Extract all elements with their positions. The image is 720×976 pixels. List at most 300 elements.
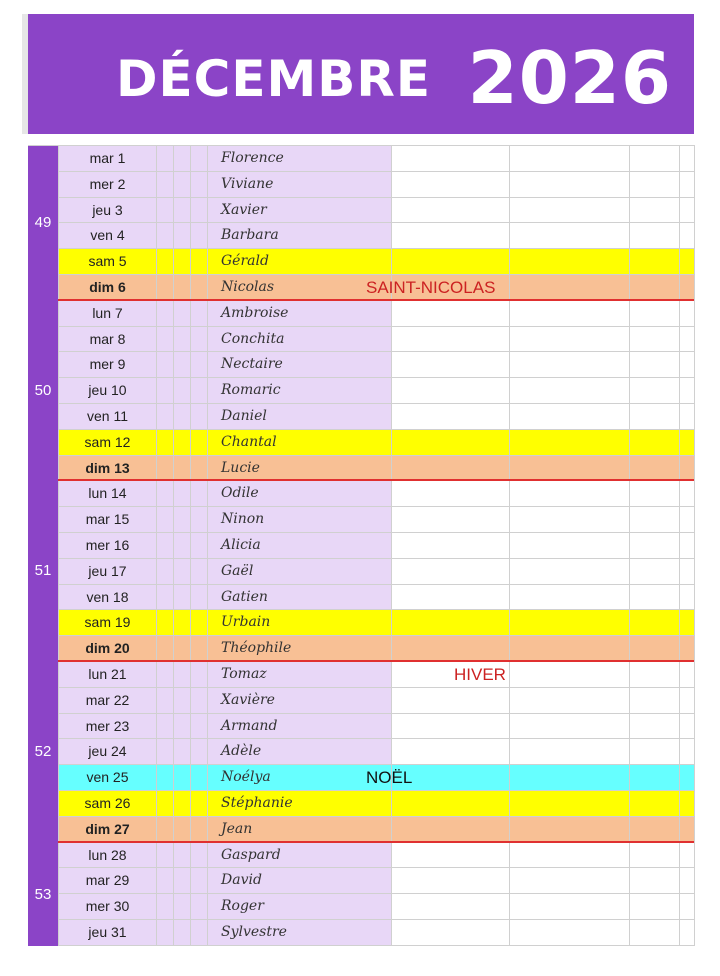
note-cell <box>509 791 629 817</box>
note-cell <box>509 714 629 740</box>
blank-cell <box>156 714 173 740</box>
note-cell <box>679 146 694 172</box>
note-cell <box>679 378 694 404</box>
blank-cell <box>156 378 173 404</box>
day-row <box>28 378 694 404</box>
note-cell <box>679 714 694 740</box>
note-cell <box>509 868 629 894</box>
note-cell <box>391 507 509 533</box>
day-label: jeu 10 <box>58 378 156 404</box>
saint-name: Chantal <box>207 430 391 456</box>
note-cell <box>629 249 679 275</box>
day-row <box>28 559 694 585</box>
calendar-header <box>28 14 694 134</box>
saint-name: Romaric <box>207 378 391 404</box>
saint-name: Urbain <box>207 610 391 636</box>
note-cell <box>679 301 694 327</box>
blank-cell <box>156 172 173 198</box>
day-row <box>28 249 694 275</box>
saint-name: Ambroise <box>207 301 391 327</box>
note-cell <box>629 198 679 224</box>
day-row <box>28 688 694 714</box>
blank-cell <box>190 765 207 791</box>
note-cell <box>629 585 679 611</box>
note-cell <box>679 765 694 791</box>
note-cell <box>679 791 694 817</box>
saint-name: Gatien <box>207 585 391 611</box>
week-number: 49 <box>28 146 58 301</box>
blank-cell <box>190 714 207 740</box>
blank-cell <box>156 275 173 299</box>
blank-cell <box>156 352 173 378</box>
note-cell <box>679 559 694 585</box>
blank-cell <box>173 223 190 249</box>
blank-cell <box>190 198 207 224</box>
year-title: 2026 <box>467 36 672 120</box>
note-cell <box>509 456 629 480</box>
day-row <box>28 198 694 224</box>
blank-cell <box>173 843 190 869</box>
note-cell <box>391 198 509 224</box>
blank-cell <box>190 172 207 198</box>
blank-cell <box>190 585 207 611</box>
day-row <box>28 481 694 507</box>
blank-cell <box>156 456 173 480</box>
note-cell <box>629 301 679 327</box>
saint-name: Stéphanie <box>207 791 391 817</box>
note-cell <box>391 868 509 894</box>
day-label: ven 4 <box>58 223 156 249</box>
day-label: sam 19 <box>58 610 156 636</box>
day-row <box>28 327 694 353</box>
day-row <box>28 894 694 920</box>
saint-name: Viviane <box>207 172 391 198</box>
note-cell <box>629 843 679 869</box>
saint-name: Gérald <box>207 249 391 275</box>
note-cell <box>509 533 629 559</box>
blank-cell <box>156 791 173 817</box>
blank-cell <box>173 868 190 894</box>
note-cell <box>629 507 679 533</box>
blank-cell <box>190 301 207 327</box>
blank-cell <box>156 894 173 920</box>
blank-cell <box>173 275 190 299</box>
blank-cell <box>156 739 173 765</box>
blank-cell <box>173 172 190 198</box>
note-cell <box>391 714 509 740</box>
blank-cell <box>190 533 207 559</box>
day-row <box>28 739 694 765</box>
note-cell <box>629 688 679 714</box>
note-cell <box>629 378 679 404</box>
note-cell <box>629 172 679 198</box>
day-label: mer 9 <box>58 352 156 378</box>
note-cell <box>629 559 679 585</box>
day-row <box>28 352 694 378</box>
blank-cell <box>156 559 173 585</box>
blank-cell <box>156 430 173 456</box>
blank-cell <box>190 456 207 480</box>
blank-cell <box>190 636 207 660</box>
note-cell <box>391 894 509 920</box>
note-cell <box>679 172 694 198</box>
day-row <box>28 868 694 894</box>
note-cell <box>629 146 679 172</box>
blank-cell <box>156 610 173 636</box>
note-cell <box>509 559 629 585</box>
day-label: jeu 17 <box>58 559 156 585</box>
blank-cell <box>156 481 173 507</box>
day-row <box>28 765 694 791</box>
day-label: mer 30 <box>58 894 156 920</box>
event-label: NOËL <box>366 768 413 788</box>
blank-cell <box>173 352 190 378</box>
note-cell <box>391 249 509 275</box>
day-row <box>28 507 694 533</box>
note-cell <box>679 817 694 841</box>
note-cell <box>509 817 629 841</box>
note-cell <box>509 198 629 224</box>
blank-cell <box>156 507 173 533</box>
note-cell <box>629 456 679 480</box>
month-title: DÉCEMBRE <box>116 50 432 108</box>
note-cell <box>509 275 629 299</box>
blank-cell <box>190 404 207 430</box>
day-label: lun 21 <box>58 662 156 688</box>
blank-cell <box>190 791 207 817</box>
day-row <box>28 714 694 740</box>
note-cell <box>679 688 694 714</box>
note-cell <box>391 559 509 585</box>
day-label: jeu 3 <box>58 198 156 224</box>
note-cell <box>679 352 694 378</box>
week-number: 52 <box>28 662 58 843</box>
calendar-grid <box>28 145 695 946</box>
blank-cell <box>173 456 190 480</box>
blank-cell <box>173 430 190 456</box>
event-label: SAINT-NICOLAS <box>366 277 496 297</box>
note-cell <box>391 817 509 841</box>
day-row <box>28 920 694 946</box>
blank-cell <box>173 404 190 430</box>
note-cell <box>509 585 629 611</box>
note-cell <box>629 352 679 378</box>
note-cell <box>629 430 679 456</box>
blank-cell <box>173 662 190 688</box>
blank-cell <box>173 585 190 611</box>
note-cell <box>629 791 679 817</box>
day-label: sam 12 <box>58 430 156 456</box>
day-label: mar 22 <box>58 688 156 714</box>
saint-name: Jean <box>207 817 391 841</box>
note-cell <box>679 920 694 946</box>
note-cell <box>509 662 629 688</box>
blank-cell <box>156 533 173 559</box>
note-cell <box>509 301 629 327</box>
day-label: sam 26 <box>58 791 156 817</box>
blank-cell <box>190 739 207 765</box>
note-cell <box>509 404 629 430</box>
saint-name: Conchita <box>207 327 391 353</box>
note-cell <box>509 507 629 533</box>
day-label: mer 23 <box>58 714 156 740</box>
note-cell <box>679 739 694 765</box>
blank-cell <box>173 559 190 585</box>
day-row <box>28 146 694 172</box>
blank-cell <box>173 249 190 275</box>
blank-cell <box>190 223 207 249</box>
blank-cell <box>173 636 190 660</box>
note-cell <box>629 533 679 559</box>
week-number: 53 <box>28 843 58 946</box>
blank-cell <box>156 404 173 430</box>
blank-cell <box>173 920 190 946</box>
week-number: 50 <box>28 301 58 482</box>
blank-cell <box>156 765 173 791</box>
note-cell <box>679 223 694 249</box>
note-cell <box>509 636 629 660</box>
saint-name: Adèle <box>207 739 391 765</box>
saint-name: Nectaire <box>207 352 391 378</box>
blank-cell <box>173 481 190 507</box>
day-row <box>28 456 694 482</box>
saint-name: Nicolas <box>207 275 391 299</box>
day-label: mar 1 <box>58 146 156 172</box>
blank-cell <box>190 868 207 894</box>
blank-cell <box>190 249 207 275</box>
note-cell <box>391 146 509 172</box>
saint-name: Ninon <box>207 507 391 533</box>
saint-name: Gaël <box>207 559 391 585</box>
day-row <box>28 172 694 198</box>
day-row <box>28 301 694 327</box>
blank-cell <box>156 636 173 660</box>
day-label: dim 6 <box>58 275 156 299</box>
note-cell <box>391 378 509 404</box>
note-cell <box>679 533 694 559</box>
note-cell <box>679 636 694 660</box>
blank-cell <box>156 198 173 224</box>
note-cell <box>509 688 629 714</box>
saint-name: Daniel <box>207 404 391 430</box>
note-cell <box>629 404 679 430</box>
day-label: dim 20 <box>58 636 156 660</box>
note-cell <box>509 172 629 198</box>
day-label: mar 29 <box>58 868 156 894</box>
day-label: jeu 24 <box>58 739 156 765</box>
note-cell <box>391 688 509 714</box>
saint-name: Noélya <box>207 765 391 791</box>
note-cell <box>391 739 509 765</box>
blank-cell <box>190 688 207 714</box>
blank-cell <box>156 223 173 249</box>
note-cell <box>509 327 629 353</box>
day-label: ven 11 <box>58 404 156 430</box>
day-row <box>28 404 694 430</box>
saint-name: Sylvestre <box>207 920 391 946</box>
blank-cell <box>173 688 190 714</box>
blank-cell <box>173 198 190 224</box>
blank-cell <box>190 481 207 507</box>
blank-cell <box>190 146 207 172</box>
blank-cell <box>190 817 207 841</box>
day-row <box>28 662 694 688</box>
note-cell <box>509 249 629 275</box>
saint-name: Roger <box>207 894 391 920</box>
blank-cell <box>173 765 190 791</box>
day-label: mer 2 <box>58 172 156 198</box>
note-cell <box>629 765 679 791</box>
note-cell <box>679 481 694 507</box>
note-cell <box>679 430 694 456</box>
day-row <box>28 610 694 636</box>
note-cell <box>679 327 694 353</box>
note-cell <box>391 430 509 456</box>
saint-name: Lucie <box>207 456 391 480</box>
day-label: ven 18 <box>58 585 156 611</box>
day-row <box>28 275 694 301</box>
event-label: HIVER <box>454 664 506 684</box>
blank-cell <box>190 430 207 456</box>
note-cell <box>509 843 629 869</box>
blank-cell <box>156 146 173 172</box>
saint-name: Armand <box>207 714 391 740</box>
blank-cell <box>173 739 190 765</box>
blank-cell <box>190 352 207 378</box>
note-cell <box>679 404 694 430</box>
note-cell <box>509 352 629 378</box>
note-cell <box>629 920 679 946</box>
note-cell <box>391 533 509 559</box>
saint-name: Tomaz <box>207 662 391 688</box>
note-cell <box>391 404 509 430</box>
note-cell <box>509 765 629 791</box>
note-cell <box>679 894 694 920</box>
blank-cell <box>190 894 207 920</box>
note-cell <box>629 739 679 765</box>
day-label: mar 15 <box>58 507 156 533</box>
blank-cell <box>156 868 173 894</box>
blank-cell <box>190 843 207 869</box>
blank-cell <box>156 249 173 275</box>
note-cell <box>679 507 694 533</box>
note-cell <box>509 610 629 636</box>
saint-name: David <box>207 868 391 894</box>
note-cell <box>629 636 679 660</box>
note-cell <box>629 714 679 740</box>
blank-cell <box>173 714 190 740</box>
blank-cell <box>190 662 207 688</box>
day-label: mer 16 <box>58 533 156 559</box>
blank-cell <box>156 301 173 327</box>
note-cell <box>391 843 509 869</box>
note-cell <box>391 636 509 660</box>
note-cell <box>391 585 509 611</box>
note-cell <box>679 868 694 894</box>
note-cell <box>509 430 629 456</box>
note-cell <box>679 456 694 480</box>
blank-cell <box>190 610 207 636</box>
day-row <box>28 636 694 662</box>
week-number: 51 <box>28 481 58 662</box>
blank-cell <box>156 688 173 714</box>
blank-cell <box>190 559 207 585</box>
blank-cell <box>173 146 190 172</box>
note-cell <box>509 223 629 249</box>
blank-cell <box>156 662 173 688</box>
note-cell <box>509 894 629 920</box>
day-row <box>28 430 694 456</box>
note-cell <box>629 662 679 688</box>
blank-cell <box>173 894 190 920</box>
blank-cell <box>156 843 173 869</box>
day-label: lun 14 <box>58 481 156 507</box>
note-cell <box>391 920 509 946</box>
note-cell <box>679 249 694 275</box>
blank-cell <box>173 791 190 817</box>
blank-cell <box>190 327 207 353</box>
note-cell <box>629 894 679 920</box>
blank-cell <box>173 507 190 533</box>
note-cell <box>629 275 679 299</box>
blank-cell <box>173 327 190 353</box>
blank-cell <box>156 585 173 611</box>
blank-cell <box>173 301 190 327</box>
note-cell <box>629 817 679 841</box>
day-label: lun 7 <box>58 301 156 327</box>
day-label: mar 8 <box>58 327 156 353</box>
blank-cell <box>156 817 173 841</box>
saint-name: Odile <box>207 481 391 507</box>
day-row <box>28 533 694 559</box>
note-cell <box>679 198 694 224</box>
day-label: sam 5 <box>58 249 156 275</box>
note-cell <box>509 739 629 765</box>
blank-cell <box>190 275 207 299</box>
day-label: jeu 31 <box>58 920 156 946</box>
note-cell <box>679 275 694 299</box>
saint-name: Barbara <box>207 223 391 249</box>
saint-name: Gaspard <box>207 843 391 869</box>
note-cell <box>391 456 509 480</box>
saint-name: Alicia <box>207 533 391 559</box>
note-cell <box>509 146 629 172</box>
note-cell <box>391 327 509 353</box>
blank-cell <box>173 817 190 841</box>
day-label: ven 25 <box>58 765 156 791</box>
blank-cell <box>173 378 190 404</box>
day-label: dim 27 <box>58 817 156 841</box>
saint-name: Xavier <box>207 198 391 224</box>
note-cell <box>679 585 694 611</box>
note-cell <box>629 327 679 353</box>
note-cell <box>509 481 629 507</box>
day-row <box>28 791 694 817</box>
blank-cell <box>156 920 173 946</box>
note-cell <box>629 223 679 249</box>
blank-cell <box>173 533 190 559</box>
day-row <box>28 843 694 869</box>
saint-name: Florence <box>207 146 391 172</box>
note-cell <box>679 843 694 869</box>
note-cell <box>391 791 509 817</box>
note-cell <box>391 172 509 198</box>
saint-name: Xavière <box>207 688 391 714</box>
day-label: dim 13 <box>58 456 156 480</box>
day-label: lun 28 <box>58 843 156 869</box>
note-cell <box>679 662 694 688</box>
note-cell <box>679 610 694 636</box>
